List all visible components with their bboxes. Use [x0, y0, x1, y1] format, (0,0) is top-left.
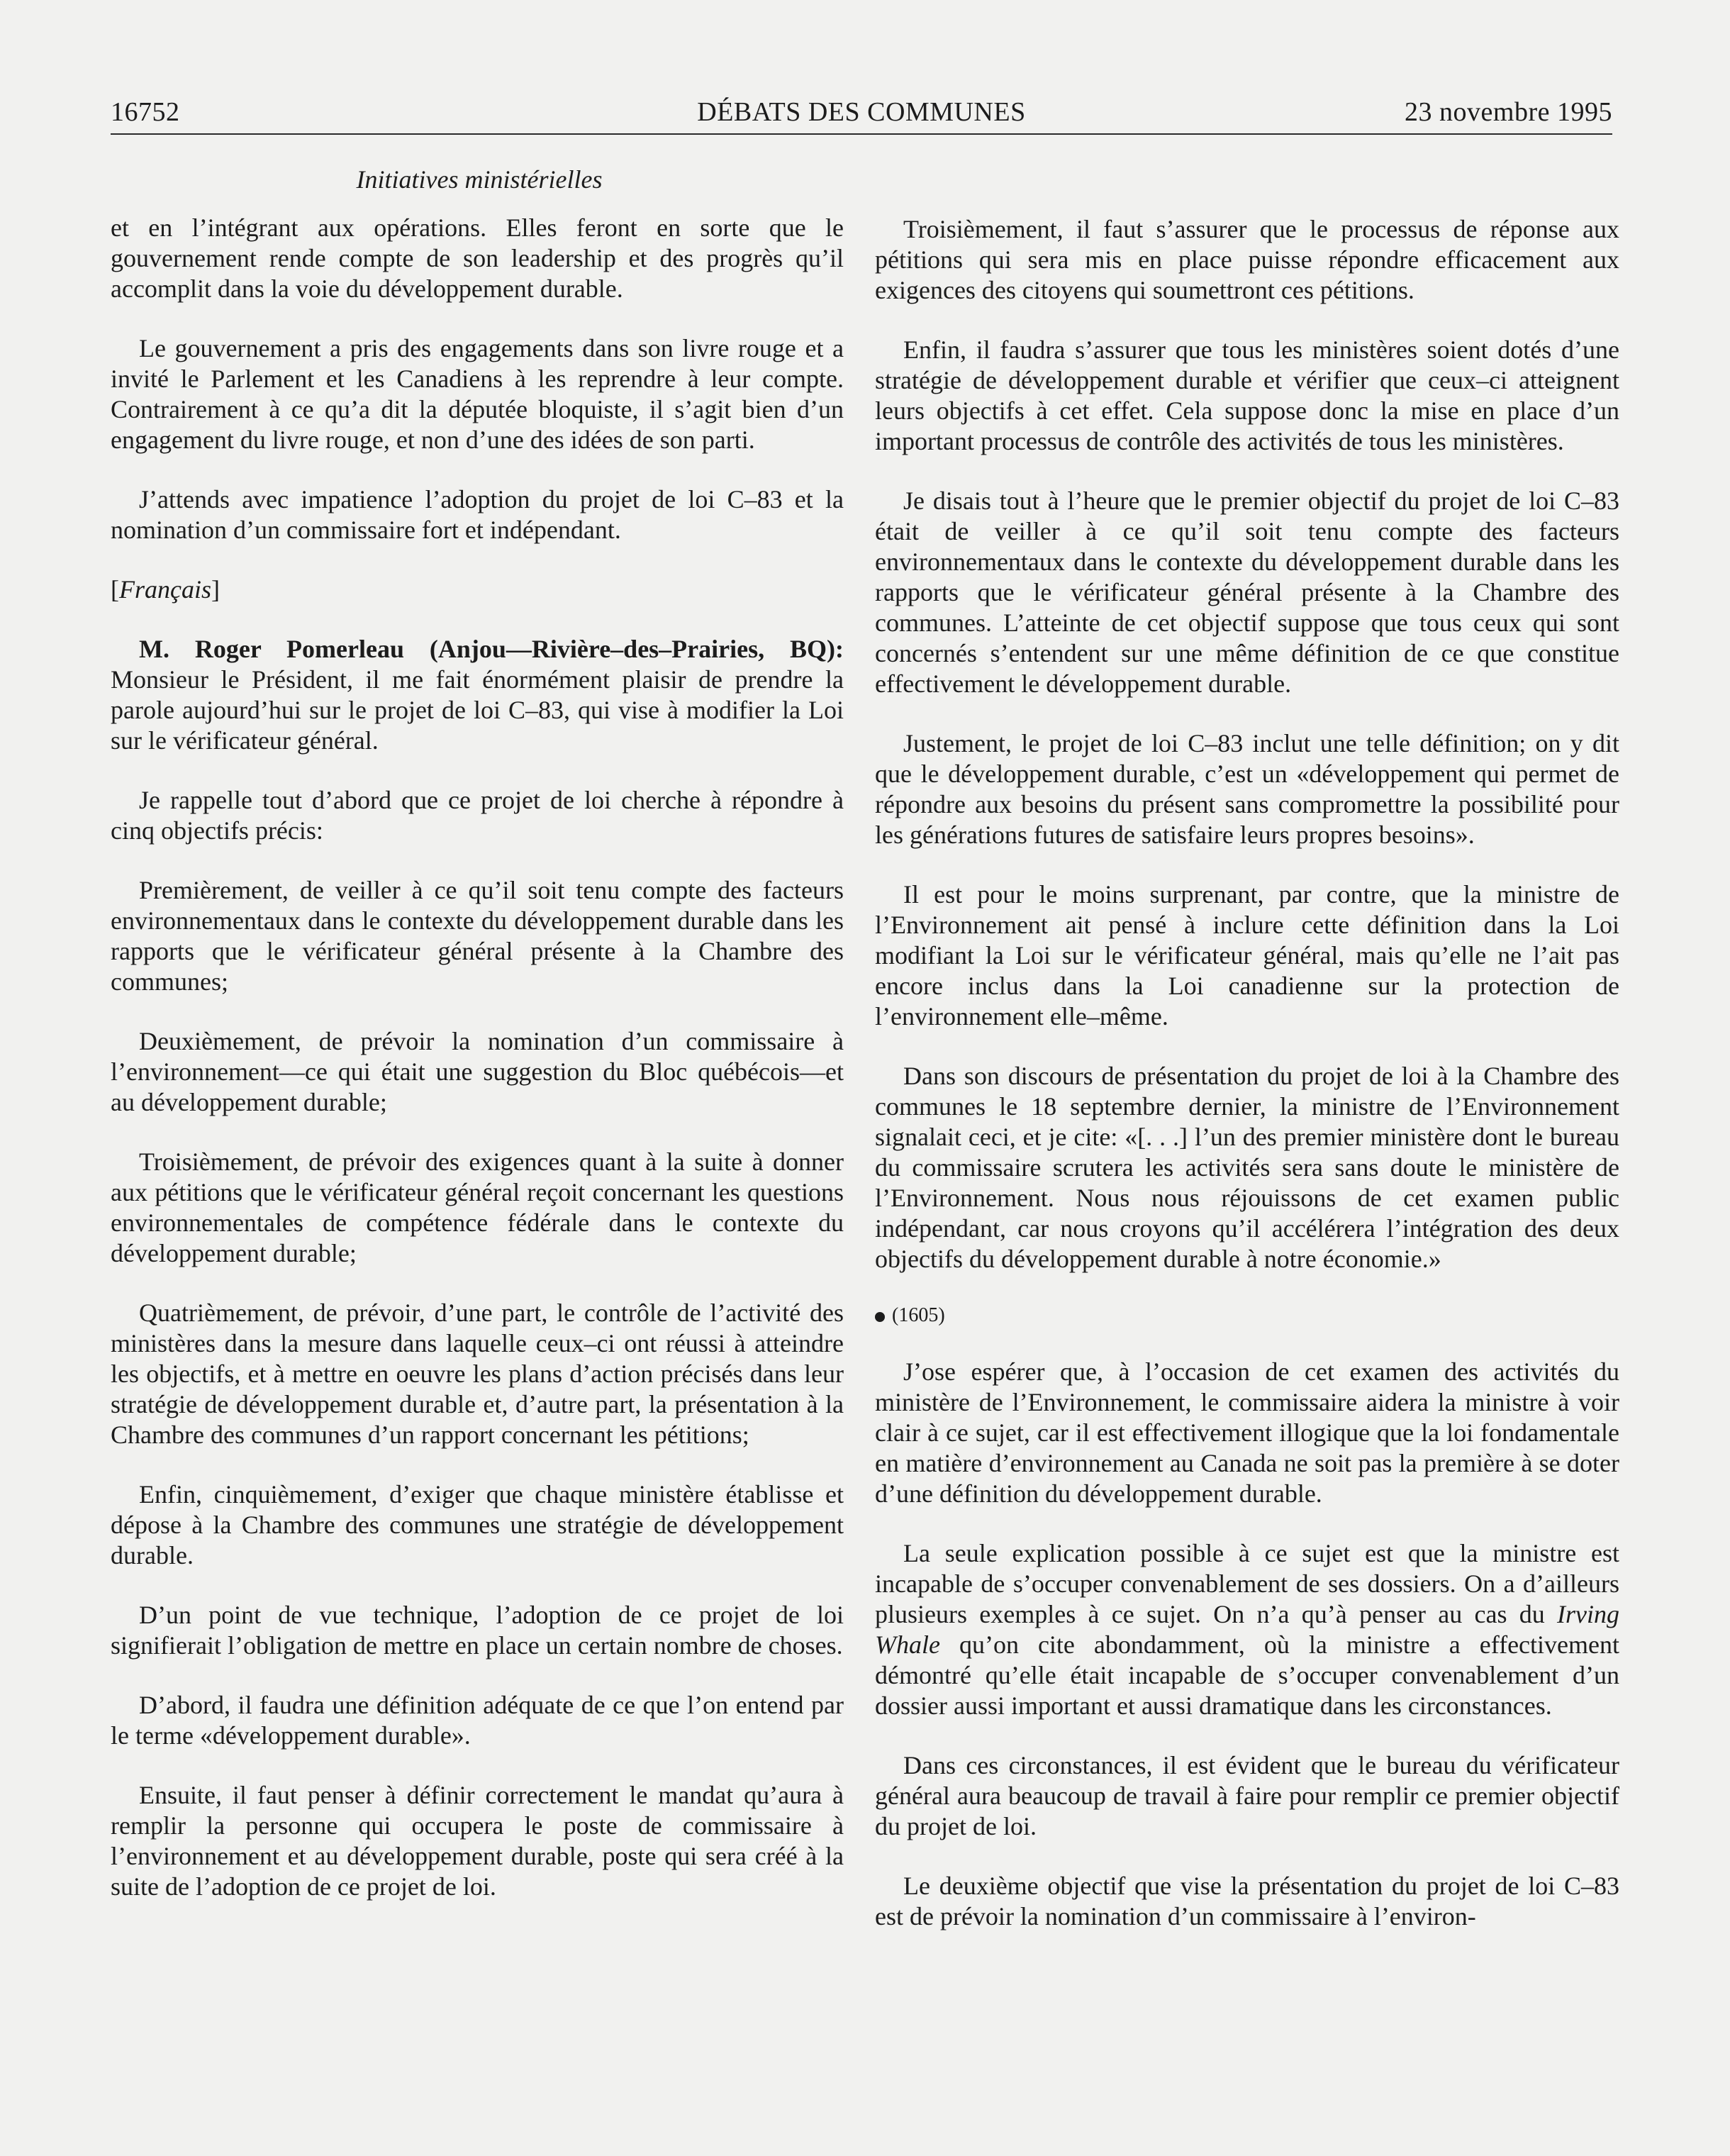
timestamp — [875, 1304, 1619, 1328]
paragraph: Enfin, il faudra s’assurer que tous les ministères soient dotés d’une stratégie de développement durable et vérifier que ceux–ci atteignent leurs objectifs à cet effet. Cela suppose donc la mise en place d’un important processus de contrôle des activités de tous les ministères. — [875, 335, 1619, 455]
page-number: 16752 — [111, 97, 180, 127]
paragraph: J’ose espérer que, à l’occasion de cet examen des activités du ministère de l’Environnement, le commissaire aidera la ministre à voir clair à ce sujet, car il est effectivement illogique que la loi fondamentale en matière d’environnement au Canada ne soit pas la première à se doter d’une définition du développement durable. — [875, 1357, 1619, 1508]
page-header — [111, 94, 1612, 135]
paragraph — [875, 1538, 1619, 1721]
ship-name: Irving Whale — [875, 1600, 1619, 1659]
paragraph: Troisièmement, il faut s’assurer que le processus de réponse aux pétitions qui sera mis en place puisse répondre efficacement aux exigences des citoyens qui soumettront ces pétitions. — [875, 215, 1619, 304]
speech-text: Monsieur le Président, il me fait énormément plaisir de prendre la parole aujourd’hui sur le projet de loi C–83, qui vise à modifier la Loi sur le vérificateur général. — [111, 665, 844, 755]
paragraph: Deuxièmement, de prévoir la nomination d’un commissaire à l’environnement—ce qui était une suggestion du Bloc québécois—et au développement durable; — [111, 1027, 844, 1116]
text-run: qu’on cite abondamment, où la ministre a effectivement démontré qu’elle était incapable de s’occuper convenablement d’un dossier aussi important et aussi dramatique dans les circonstances. — [875, 1630, 1619, 1720]
paragraph: Le gouvernement a pris des engagements dans son livre rouge et a invité le Parlement et les Canadiens à les reprendre à leur compte. Contrairement à ce qu’a dit la députée bloquiste, il s’agit bien d’un engagement du livre rouge, et non d’une des idées de son parti. — [111, 334, 844, 454]
section-heading: Initiatives ministérielles — [356, 165, 603, 194]
text-run: La seule explication possible à ce sujet est que la ministre est incapable de s’occuper convenablement de ses dossiers. On a d’ailleurs plusieurs exemples à ce sujet. On n’a qu’à penser au cas du — [875, 1539, 1619, 1628]
paragraph: Il est pour le moins surprenant, par contre, que la ministre de l’Environnement ait pensé à inclure cette définition dans la Loi modifiant la Loi sur le vérificateur général, mais qu’elle ne l’ait pas encore inclus dans la Loi canadienne sur la protection de l’environnement elle–même. — [875, 880, 1619, 1030]
right-column — [875, 214, 1619, 1961]
bullet-icon — [875, 1312, 885, 1322]
running-title: DÉBATS DES COMMUNES — [697, 97, 1026, 127]
paragraph: Justement, le projet de loi C–83 inclut une telle définition; on y dit que le développement durable, c’est un «développement qui permet de répondre aux besoins du présent sans compromettre la possibilité pour les générations futures de satisfaire leurs propres besoins». — [875, 729, 1619, 849]
left-column — [111, 213, 844, 1931]
paragraph: Troisièmement, de prévoir des exigences quant à la suite à donner aux pétitions que le vérificateur général reçoit concernant les questions environnementales de compétence fédérale dans le contexte du développement durable; — [111, 1148, 844, 1267]
bracket: [ — [111, 575, 119, 604]
paragraph: Je rappelle tout d’abord que ce projet de loi cherche à répondre à cinq objectifs précis: — [111, 786, 844, 845]
language-name: Français — [119, 575, 211, 604]
timestamp-text: (1605) — [892, 1304, 945, 1326]
paragraph: Dans son discours de présentation du projet de loi à la Chambre des communes le 18 septembre dernier, la ministre de l’Environnement signalait ceci, et je cite: «[. . .] l’un des premier ministère dont le bureau du commissaire scrutera les activités sera sans doute le ministère de l’Environnement. Nous nous réjouissons de cet examen public indépendant, car nous croyons qu’il accélérera l’intégration des deux objectifs du développement durable à notre économie.» — [875, 1062, 1619, 1273]
paragraph: Le deuxième objectif que vise la présentation du projet de loi C–83 est de prévoir la nomination d’un commissaire à l’environ- — [875, 1872, 1619, 1930]
paragraph: Dans ces circonstances, il est évident que le bureau du vérificateur général aura beaucoup de travail à faire pour remplir ce premier objectif du projet de loi. — [875, 1751, 1619, 1840]
page-date: 23 novembre 1995 — [1405, 97, 1612, 127]
paragraph: et en l’intégrant aux opérations. Elles feront en sorte que le gouvernement rende compte de son leadership et des progrès qu’il accomplit dans la voie du développement durable. — [111, 213, 844, 303]
speaker-name: M. Roger Pomerleau (Anjou—Rivière–des–Prairies, BQ): — [139, 635, 844, 663]
paragraph: D’abord, il faudra une définition adéquate de ce que l’on entend par le terme «développement durable». — [111, 1691, 844, 1750]
paragraph: Premièrement, de veiller à ce qu’il soit tenu compte des facteurs environnementaux dans le contexte du développement durable dans les rapports que le vérificateur général présente à la Chambre des communes; — [111, 876, 844, 996]
speaker-paragraph — [111, 634, 844, 756]
paragraph: Enfin, cinquièmement, d’exiger que chaque ministère établisse et dépose à la Chambre des communes une stratégie de développement durable. — [111, 1480, 844, 1569]
paragraph: J’attends avec impatience l’adoption du projet de loi C–83 et la nomination d’un commissaire fort et indépendant. — [111, 485, 844, 544]
paragraph: Quatrièmement, de prévoir, d’une part, le contrôle de l’activité des ministères dans la mesure dans laquelle ceux–ci ont réussi à atteindre les objectifs, et à mettre en oeuvre les plans d’action précisés dans leur stratégie de développement durable et, d’autre part, la présentation à la Chambre des communes d’un rapport concernant les pétitions; — [111, 1299, 844, 1449]
language-tag — [111, 574, 844, 605]
bracket: ] — [211, 575, 220, 604]
paragraph: Ensuite, il faut penser à définir correctement le mandat qu’aura à remplir la personne qui occupera le poste de commissaire à l’environnement et au développement durable, poste qui sera créé à la suite de l’adoption de ce projet de loi. — [111, 1781, 844, 1901]
paragraph: D’un point de vue technique, l’adoption de ce projet de loi signifierait l’obligation de mettre en place un certain nombre de choses. — [111, 1601, 844, 1660]
paragraph: Je disais tout à l’heure que le premier objectif du projet de loi C–83 était de veiller à ce qu’il soit tenu compte des facteurs environnementaux dans le contexte du développement durable dans les rapports que le vérificateur général présente à la Chambre des communes. L’atteinte de cet objectif suppose que tous ceux qui sont concernés s’entendent sur une même définition de ce que constitue effectivement le développement durable. — [875, 487, 1619, 698]
